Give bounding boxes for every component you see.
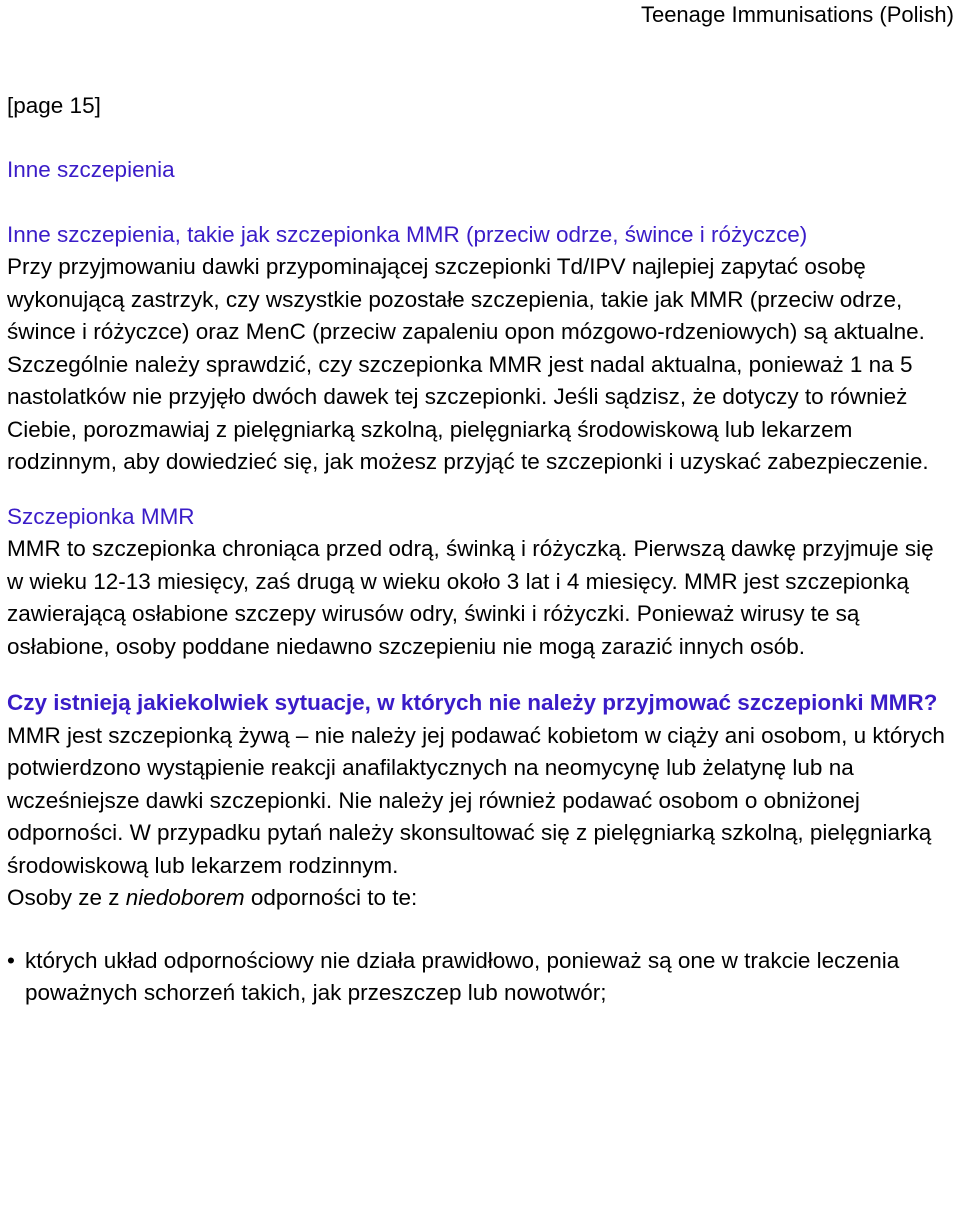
bullet-icon: • bbox=[7, 947, 15, 973]
section-body: MMR jest szczepionką żywą – nie należy jej podawać kobietom w ciąży ani osobom, u których potwierdzono wystąpienie reakcji anafilaktycznych na neomycynę lub żelatynę lub na wcześniejsze dawki szczepionki. Nie należy jej również podawać osobom o obniżonej odporności. W przypadku pytań należy skonsultować się z pielęgniarką szkolną, pielęgniarką środowiskową lub lekarzem rodzinnym. bbox=[7, 722, 945, 878]
spacer bbox=[7, 479, 952, 501]
section-contraindications bbox=[7, 687, 952, 1010]
running-header: Teenage Immunisations (Polish) bbox=[640, 2, 954, 27]
document-body bbox=[7, 90, 952, 1010]
definition-prefix: Osoby ze z bbox=[7, 885, 126, 910]
definition-suffix: odporności to te: bbox=[244, 885, 418, 910]
section-other-vaccines bbox=[7, 219, 952, 479]
spacer bbox=[7, 187, 952, 219]
section-title: Inne szczepienia bbox=[7, 157, 175, 182]
definition-line bbox=[7, 882, 952, 915]
list-item bbox=[7, 945, 952, 1010]
section-mmr-vaccine bbox=[7, 501, 952, 664]
section-body: MMR to szczepionka chroniąca przed odrą, świnką i różyczką. Pierwszą dawkę przyjmuje się w wieku 12-13 miesięcy, zaś drugą w wieku około 3 lat i 4 miesięcy. MMR jest szczepionką zawierającą osłabione szczepy wirusów odry, świnki i różyczki. Ponieważ wirusy te są osłabione, osoby poddane niedawno szczepieniu nie mogą zarazić innych osób. bbox=[7, 536, 934, 659]
definition-term: niedoborem bbox=[125, 885, 245, 910]
bullet-list bbox=[7, 945, 952, 1010]
spacer bbox=[7, 915, 952, 945]
section-heading: Szczepionka MMR bbox=[7, 503, 195, 529]
section-body: Przy przyjmowaniu dawki przypominającej szczepionki Td/IPV najlepiej zapytać osobę wykonującą zastrzyk, czy wszystkie pozostałe szczepienia, takie jak MMR (przeciw odrze, śwince i różyczce) oraz MenC (przeciw zapaleniu opon mózgowo-rdzeniowych) są aktualne. Szczególnie należy sprawdzić, czy szczepionka MMR jest nadal aktualna, ponieważ 1 na 5 nastolatków nie przyjęło dwóch dawek tej szczepionki. Jeśli sądzisz, że dotyczy to również Ciebie, porozmawiaj z pielęgniarką szkolną, pielęgniarką środowiskową lub lekarzem rodzinnym, aby dowiedzieć się, jak możesz przyjąć te szczepionki i uzyskać zabezpieczenie. bbox=[7, 254, 929, 474]
page-marker: [page 15] bbox=[7, 93, 101, 118]
list-item-text: których układ odpornościowy nie działa prawidłowo, ponieważ są one w trakcie leczenia poważnych schorzeń takich, jak przeszczep lub nowotwór; bbox=[25, 947, 900, 1005]
section-heading: Inne szczepienia, takie jak szczepionka MMR (przeciw odrze, śwince i różyczce) bbox=[7, 221, 808, 247]
spacer bbox=[7, 663, 952, 687]
section-heading: Czy istnieją jakiekolwiek sytuacje, w których nie należy przyjmować szczepionki MMR? bbox=[7, 690, 938, 715]
